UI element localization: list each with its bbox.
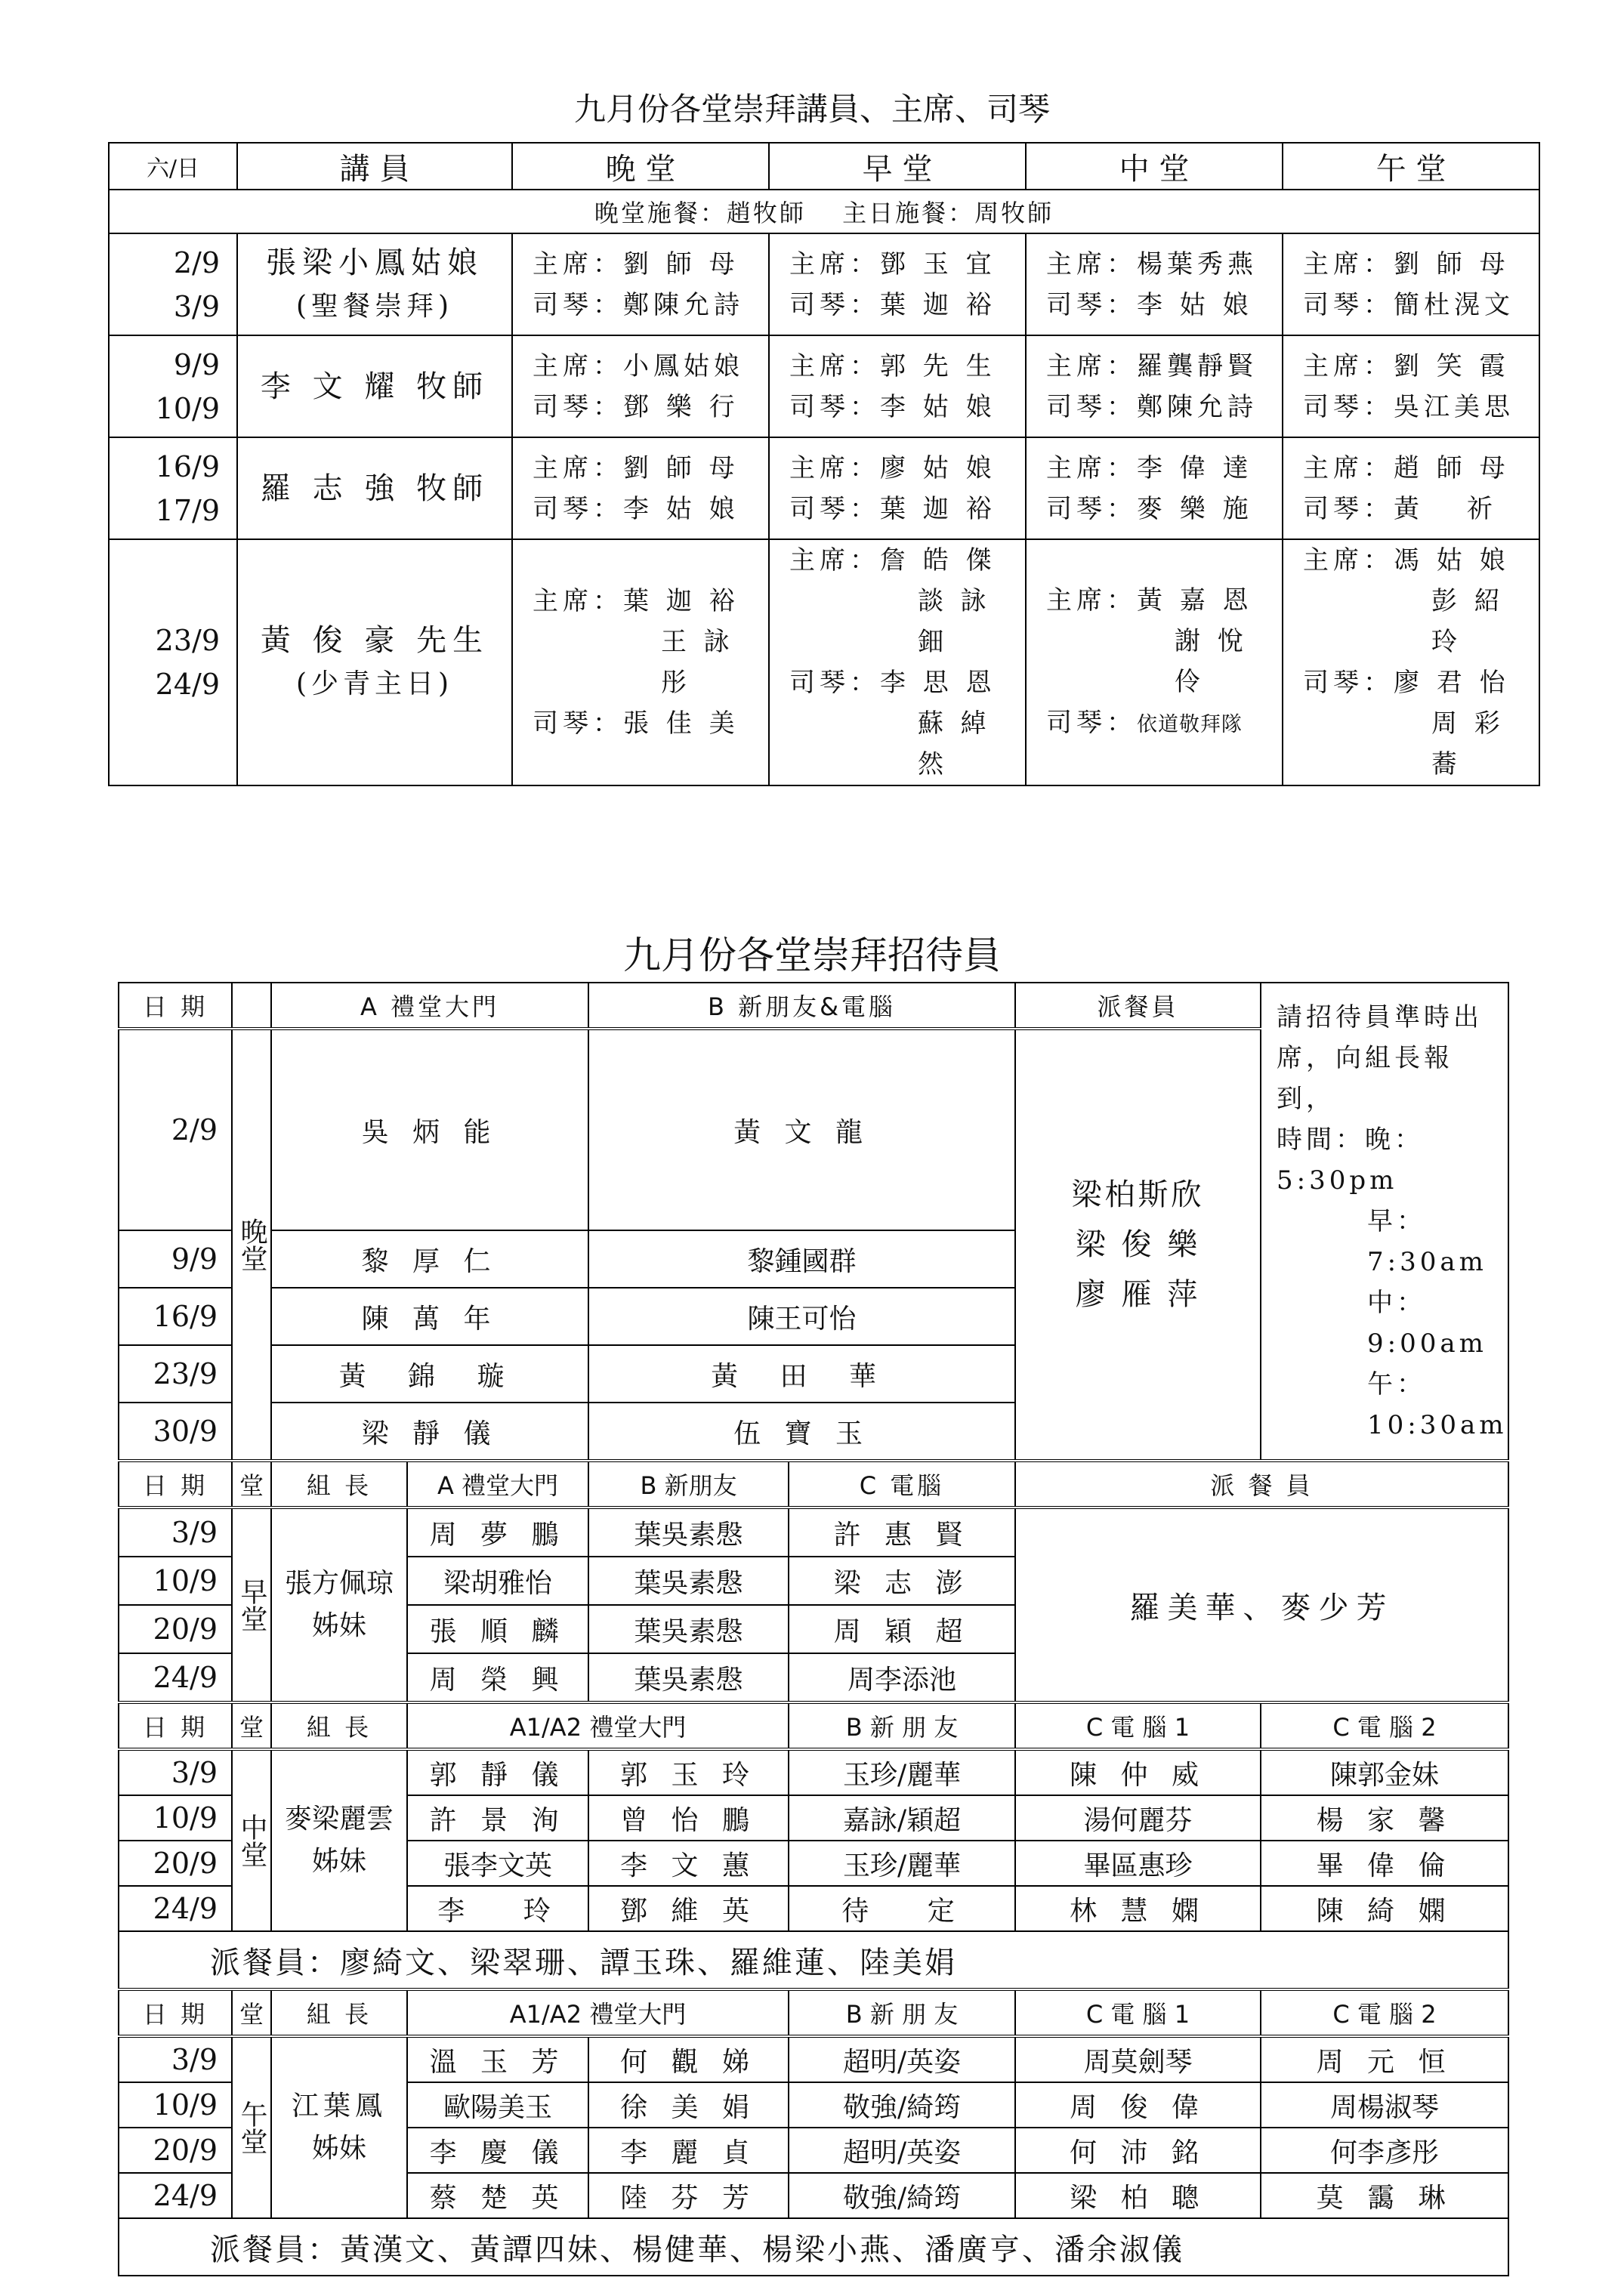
group-leader [271, 1749, 407, 1931]
speaker-cell [237, 335, 512, 437]
time-noon: 午：10:30am [1367, 1369, 1508, 1440]
chair: 主席：小鳳姑娘 [533, 350, 744, 381]
date-cell [109, 539, 237, 785]
speaker-note: (聖餐崇拜) [295, 290, 454, 322]
pianist: 司琴：張 佳 美 [533, 708, 739, 739]
usher-c2: 畢 偉 倫 [1261, 1841, 1508, 1886]
date-sun: 10/9 [155, 391, 220, 425]
usher-b: 待 定 [789, 1886, 1015, 1931]
meal-servers: 羅美華、麥少芳 [1015, 1508, 1508, 1702]
usher-a2: 何 觀 娣 [588, 2036, 789, 2082]
chair-2: 談 詠 鈿 [918, 586, 991, 657]
usher-c2: 何李彥彤 [1261, 2128, 1508, 2173]
date: 24/9 [119, 2173, 232, 2218]
time-early: 早：7:30am [1367, 1206, 1487, 1277]
date-sat: 9/9 [173, 347, 220, 381]
usher-a2: 李 麗 貞 [588, 2128, 789, 2173]
usher-a2: 鄧 維 英 [588, 1886, 789, 1931]
date-sun: 17/9 [155, 493, 220, 527]
usher-a: 張 順 麟 [407, 1605, 588, 1653]
date: 30/9 [119, 1403, 232, 1461]
speaker-schedule-table [108, 142, 1540, 786]
ushers-table [118, 982, 1509, 2276]
pianist-2: 蘇 綽 然 [918, 708, 991, 779]
usher-a: 黃 錦 璇 [271, 1345, 588, 1403]
noon-cell [1283, 437, 1539, 539]
usher-c2: 陳郭金妹 [1261, 1749, 1508, 1795]
chair: 主席：鄧 玉 宜 [789, 248, 996, 279]
middle-cell [1026, 539, 1283, 785]
chair: 主席：劉 師 母 [1303, 248, 1510, 279]
pianist: 司琴：簡杜滉文 [1303, 289, 1514, 320]
chair: 主席：趙 師 母 [1303, 452, 1510, 483]
usher-a2: 曾 怡 鵬 [588, 1795, 789, 1841]
usher-a2: 郭 玉 玲 [588, 1749, 789, 1795]
meal-note: 晚堂施餐：趙牧師 主日施餐：周牧師 [109, 190, 1539, 233]
date: 10/9 [119, 1795, 232, 1841]
usher-c2: 莫 靄 琳 [1261, 2173, 1508, 2218]
chair-2: 謝 悅 伶 [1175, 625, 1248, 697]
usher-b: 超明/英姿 [789, 2128, 1015, 2173]
usher-a: 梁 靜 儀 [271, 1403, 588, 1461]
chair: 主席：黃 嘉 恩 [1046, 585, 1253, 616]
usher-c1: 梁 柏 聰 [1015, 2173, 1261, 2218]
date-cell [109, 233, 237, 335]
date: 3/9 [119, 1508, 232, 1557]
pianist: 司琴：吳江美思 [1303, 391, 1514, 422]
time-middle: 中：9:00am [1367, 1288, 1487, 1359]
meal-server: 廖 雁 萍 [1075, 1277, 1201, 1312]
middle-cell [1026, 437, 1283, 539]
usher-c: 梁 志 澎 [789, 1557, 1015, 1605]
pianist: 司琴：李 姑 娘 [533, 493, 739, 524]
chair-2: 彭 紹 玲 [1431, 586, 1505, 657]
pianist: 司琴：李 姑 娘 [789, 391, 996, 422]
speaker-name: 羅 志 強 牧師 [260, 471, 489, 506]
header-date: 六/日 [109, 143, 237, 190]
speaker-cell [237, 437, 512, 539]
evening-cell [512, 539, 769, 785]
col-blank [232, 983, 271, 1029]
usher-b: 黎鍾國群 [588, 1230, 1015, 1288]
chair: 主席：葉 迦 裕 [533, 586, 739, 616]
leader-name: 張方佩琼 [284, 1568, 394, 1599]
usher-c2: 陳 綺 嫻 [1261, 1886, 1508, 1931]
usher-c1: 湯何麗芬 [1015, 1795, 1261, 1841]
group-leader [271, 1508, 407, 1702]
col-meal: 派 餐 員 [1015, 1461, 1508, 1508]
speaker-name: 張梁小鳳姑娘 [266, 245, 483, 280]
pianist: 司琴：廖 君 怡 [1303, 668, 1510, 698]
usher-a1: 蔡 楚 英 [407, 2173, 588, 2218]
usher-a1: 李 玲 [407, 1886, 588, 1931]
chair: 主席：詹 皓 傑 [789, 545, 996, 576]
leader-name: 麥梁麗雲 [284, 1804, 394, 1835]
col-c: C 電腦 [789, 1461, 1015, 1508]
col-meal: 派餐員 [1015, 983, 1261, 1029]
group-leader [271, 2036, 407, 2218]
chair: 主席：李 偉 達 [1046, 452, 1253, 483]
pianist: 司琴：鄧 樂 行 [533, 391, 739, 422]
pianist: 司琴：麥 樂 施 [1046, 493, 1253, 524]
col-leader: 組 長 [271, 1989, 407, 2036]
usher-c: 周李添池 [789, 1653, 1015, 1702]
pianist: 司琴：黃 祈 [1303, 493, 1497, 524]
col-a: A 禮堂大門 [407, 1461, 588, 1508]
col-b: B 新朋友&電腦 [588, 983, 1015, 1029]
note-line: 請招待員準時出 [1277, 1002, 1484, 1032]
chair: 主席：馮 姑 娘 [1303, 545, 1510, 576]
usher-a1: 溫 玉 芳 [407, 2036, 588, 2082]
chair: 主席：劉 師 母 [533, 248, 739, 279]
usher-b: 嘉詠/穎超 [789, 1795, 1015, 1841]
usher-c1: 周 俊 偉 [1015, 2082, 1261, 2128]
pianist: 司琴：葉 迦 裕 [789, 289, 996, 320]
evening-cell [512, 233, 769, 335]
pianist [1046, 702, 1282, 745]
chair: 主席：郭 先 生 [789, 350, 996, 381]
pianist-name: 依道敬拜隊 [1137, 712, 1243, 736]
usher-b: 葉吳素慇 [588, 1653, 789, 1702]
pianist: 司琴：李 姑 娘 [1046, 289, 1253, 320]
col-date: 日 期 [119, 1989, 232, 2036]
header-speaker: 講 員 [237, 143, 512, 190]
date: 10/9 [119, 2082, 232, 2128]
chair: 主席：劉 師 母 [533, 452, 739, 483]
note-line: 時間：晚：5:30pm [1277, 1125, 1425, 1196]
date-sat: 16/9 [155, 449, 220, 483]
usher-a1: 許 景 洵 [407, 1795, 588, 1841]
date: 3/9 [119, 1749, 232, 1795]
col-c2: C 電 腦 2 [1261, 1989, 1508, 2036]
service-evening: 晚堂 [232, 1029, 271, 1461]
speaker-note: (少青主日) [295, 668, 454, 699]
date-cell [109, 335, 237, 437]
usher-a: 吳 炳 能 [271, 1029, 588, 1230]
early-cell [769, 539, 1026, 785]
col-leader: 組 長 [271, 1461, 407, 1508]
col-a: A1/A2 禮堂大門 [407, 1702, 789, 1749]
usher-c2: 周 元 恒 [1261, 2036, 1508, 2082]
date: 2/9 [119, 1029, 232, 1230]
col-a: A 禮堂大門 [271, 983, 588, 1029]
leader-name: 江葉鳳 [291, 2091, 387, 2122]
col-service: 堂 [232, 1702, 271, 1749]
service-noon: 午堂 [232, 2036, 271, 2218]
date: 20/9 [119, 2128, 232, 2173]
col-date: 日 期 [119, 983, 232, 1029]
leader-title: 姊妹 [311, 1610, 366, 1641]
middle-cell [1026, 233, 1283, 335]
usher-b: 敬強/綺筠 [789, 2173, 1015, 2218]
evening-cell [512, 335, 769, 437]
col-b: B 新朋友 [588, 1461, 789, 1508]
header-evening: 晚 堂 [512, 143, 769, 190]
col-date: 日 期 [119, 1702, 232, 1749]
chair: 主席：楊葉秀燕 [1046, 248, 1258, 279]
early-cell [769, 335, 1026, 437]
usher-a1: 歐陽美玉 [407, 2082, 588, 2128]
date: 20/9 [119, 1605, 232, 1653]
col-service: 堂 [232, 1461, 271, 1508]
date: 9/9 [119, 1230, 232, 1288]
date: 20/9 [119, 1841, 232, 1886]
noon-cell [1283, 335, 1539, 437]
usher-c1: 何 沛 銘 [1015, 2128, 1261, 2173]
header-noon: 午 堂 [1283, 143, 1539, 190]
reminder-note [1261, 983, 1508, 1461]
usher-a: 周 夢 鵬 [407, 1508, 588, 1557]
header-early: 早 堂 [769, 143, 1026, 190]
usher-c: 周 穎 超 [789, 1605, 1015, 1653]
meal-server: 梁 俊 樂 [1075, 1227, 1201, 1262]
col-b: B 新 朋 友 [789, 1702, 1015, 1749]
speaker-name: 黃 俊 豪 先生 [260, 623, 489, 658]
usher-b: 葉吳素慇 [588, 1508, 789, 1557]
chair: 主席：劉 笑 霞 [1303, 350, 1510, 381]
meal-servers [1015, 1029, 1261, 1461]
pianist: 司琴：葉 迦 裕 [789, 493, 996, 524]
usher-a1: 張李文英 [407, 1841, 588, 1886]
pianist-label: 司琴： [1046, 707, 1137, 738]
header-middle: 中 堂 [1026, 143, 1283, 190]
usher-c1: 畢區惠珍 [1015, 1841, 1261, 1886]
pianist-2: 周 彩 蕎 [1431, 708, 1505, 779]
col-c1: C 電 腦 1 [1015, 1702, 1261, 1749]
chair: 主席：羅龔靜賢 [1046, 350, 1258, 381]
usher-a: 黎 厚 仁 [271, 1230, 588, 1288]
early-cell [769, 437, 1026, 539]
date: 24/9 [119, 1653, 232, 1702]
col-service: 堂 [232, 1989, 271, 2036]
usher-a2: 李 文 蕙 [588, 1841, 789, 1886]
leader-title: 姊妹 [311, 1846, 366, 1877]
usher-c1: 陳 仲 威 [1015, 1749, 1261, 1795]
col-c1: C 電 腦 1 [1015, 1989, 1261, 2036]
date-sun: 24/9 [155, 668, 220, 701]
speaker-cell [237, 233, 512, 335]
speaker-name: 李 文 耀 牧師 [260, 369, 489, 404]
date-sat: 2/9 [173, 245, 220, 279]
date-sat: 23/9 [155, 624, 220, 657]
usher-a: 周 榮 興 [407, 1653, 588, 1702]
pianist: 司琴：李 思 恩 [789, 668, 996, 698]
meal-server: 梁柏斯欣 [1071, 1177, 1205, 1212]
col-c2: C 電 腦 2 [1261, 1702, 1508, 1749]
usher-b: 葉吳素慇 [588, 1557, 789, 1605]
date-cell [109, 437, 237, 539]
usher-a2: 陸 芬 芳 [588, 2173, 789, 2218]
service-middle: 中堂 [232, 1749, 271, 1931]
middle-cell [1026, 335, 1283, 437]
date: 24/9 [119, 1886, 232, 1931]
schedule-title: 九月份各堂崇拜講員、主席、司琴 [573, 91, 1050, 128]
date: 10/9 [119, 1557, 232, 1605]
usher-b: 葉吳素慇 [588, 1605, 789, 1653]
usher-b: 敬強/綺筠 [789, 2082, 1015, 2128]
leader-title: 姊妹 [311, 2133, 366, 2164]
usher-c1: 林 慧 嫻 [1015, 1886, 1261, 1931]
usher-b: 玉珍/麗華 [789, 1749, 1015, 1795]
col-date: 日 期 [119, 1461, 232, 1508]
speaker-cell [237, 539, 512, 785]
pianist: 司琴：鄭陳允詩 [533, 289, 744, 320]
usher-b: 黃 文 龍 [588, 1029, 1015, 1230]
usher-a2: 徐 美 娟 [588, 2082, 789, 2128]
date: 16/9 [119, 1288, 232, 1345]
usher-a: 梁胡雅怡 [407, 1557, 588, 1605]
middle-meal-servers: 派餐員：廖綺文、梁翠珊、譚玉珠、羅維蓮、陸美娟 [119, 1931, 1508, 1989]
usher-a: 陳 萬 年 [271, 1288, 588, 1345]
service-early: 早堂 [232, 1508, 271, 1702]
noon-meal-servers: 派餐員：黃漢文、黃譚四妹、楊健華、楊梁小燕、潘廣亨、潘余淑儀 [119, 2218, 1508, 2276]
noon-cell [1283, 233, 1539, 335]
pianist: 司琴：鄭陳允詩 [1046, 391, 1258, 422]
usher-c2: 周楊淑琴 [1261, 2082, 1508, 2128]
usher-c: 許 惠 賢 [789, 1508, 1015, 1557]
chair: 主席：廖 姑 娘 [789, 452, 996, 483]
evening-cell [512, 437, 769, 539]
early-cell [769, 233, 1026, 335]
noon-cell [1283, 539, 1539, 785]
ushers-title: 九月份各堂崇拜招待員 [623, 934, 1001, 977]
chair-2: 王 詠 彤 [661, 627, 734, 698]
col-b: B 新 朋 友 [789, 1989, 1015, 2036]
col-leader: 組 長 [271, 1702, 407, 1749]
note-line: 席，向組長報到， [1277, 1043, 1454, 1114]
usher-a1: 李 慶 儀 [407, 2128, 588, 2173]
date: 23/9 [119, 1345, 232, 1403]
usher-a1: 郭 靜 儀 [407, 1749, 588, 1795]
usher-c1: 周莫劍琴 [1015, 2036, 1261, 2082]
usher-b: 玉珍/麗華 [789, 1841, 1015, 1886]
usher-c2: 楊 家 馨 [1261, 1795, 1508, 1841]
col-a: A1/A2 禮堂大門 [407, 1989, 789, 2036]
usher-b: 伍 寶 玉 [588, 1403, 1015, 1461]
date: 3/9 [119, 2036, 232, 2082]
date-sun: 3/9 [173, 289, 220, 323]
usher-b: 陳王可怡 [588, 1288, 1015, 1345]
usher-b: 超明/英姿 [789, 2036, 1015, 2082]
usher-b: 黃 田 華 [588, 1345, 1015, 1403]
